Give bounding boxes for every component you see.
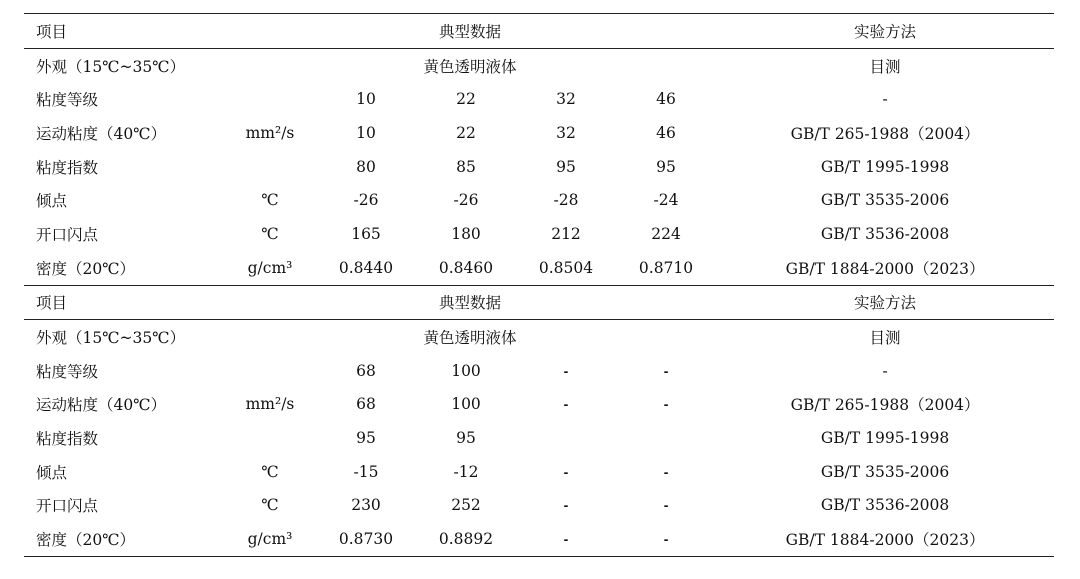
value-cell: - <box>663 362 669 379</box>
test-method: GB/T 1884-2000（2023） <box>785 259 985 278</box>
value-cell: -12 <box>453 462 479 481</box>
unit-cell: ℃ <box>261 496 279 515</box>
value-cell: - <box>563 362 569 379</box>
value-cell: 95 <box>556 157 576 176</box>
unit-cell: ℃ <box>261 224 279 243</box>
unit-cell: mm²/s <box>245 123 295 142</box>
value-cell: 180 <box>451 224 481 243</box>
table-row <box>24 82 1054 116</box>
item-label: 开口闪点 <box>36 225 99 244</box>
value-cell: 32 <box>556 90 576 109</box>
item-label: 外观（15℃~35℃） <box>36 329 186 348</box>
value-cell: 0.8460 <box>438 258 494 277</box>
unit-cell: g/cm³ <box>224 522 316 556</box>
header-row <box>24 14 1054 49</box>
value-cell: 95 <box>456 429 476 448</box>
value-cell: -26 <box>353 191 379 210</box>
table-row <box>24 455 1054 489</box>
table-row <box>24 48 1054 82</box>
value-cell: 80 <box>356 157 376 176</box>
header-item: 项目 <box>24 14 224 49</box>
item-label: 开口闪点 <box>36 497 99 516</box>
header-typical-data: 典型数据 <box>224 14 716 49</box>
table-row <box>24 388 1054 422</box>
value-cell: 10 <box>356 123 376 142</box>
value-cell: 0.8892 <box>416 522 516 556</box>
item-label: 运动粘度（40℃） <box>36 396 167 415</box>
header-row <box>24 285 1054 320</box>
value-cell: 0.8730 <box>316 522 416 556</box>
table-row <box>24 421 1054 455</box>
unit-cell <box>224 150 316 184</box>
test-method: GB/T 1995-1998 <box>820 157 950 176</box>
value-cell: 0.8710 <box>638 258 694 277</box>
unit-cell <box>224 354 316 388</box>
unit-cell: ℃ <box>261 191 279 210</box>
value-cell: -15 <box>353 462 379 481</box>
value-cell: 100 <box>451 395 481 414</box>
unit-cell: g/cm³ <box>247 258 293 277</box>
test-method: GB/T 3535-2006 <box>820 462 950 481</box>
test-method: GB/T 3535-2006 <box>820 191 950 210</box>
test-method: GB/T 1995-1998 <box>820 429 950 448</box>
test-method: - <box>882 361 888 380</box>
item-label: 粘度等级 <box>36 362 99 381</box>
value-cell <box>516 421 616 455</box>
value-cell: 68 <box>356 395 376 414</box>
item-label: 外观（15℃~35℃） <box>36 57 186 76</box>
item-label: 运动粘度（40℃） <box>36 124 167 143</box>
test-method: GB/T 3536-2008 <box>820 496 950 515</box>
value-cell: 100 <box>451 361 481 380</box>
table-row <box>24 522 1054 556</box>
value-cell: 22 <box>456 123 476 142</box>
value-cell: 165 <box>351 224 381 243</box>
value-cell: 95 <box>356 429 376 448</box>
value-cell: 0.8504 <box>538 258 594 277</box>
value-cell: - <box>516 522 616 556</box>
value-cell: 212 <box>551 224 581 243</box>
table-row <box>24 217 1054 251</box>
value-cell: -28 <box>553 191 579 210</box>
item-label: 密度（20℃） <box>24 522 224 556</box>
value-cell: 252 <box>451 496 481 515</box>
table-row <box>24 116 1054 150</box>
item-label: 粘度等级 <box>36 91 99 110</box>
table-row <box>24 320 1054 354</box>
value-cell: 32 <box>556 123 576 142</box>
value-cell: - <box>563 497 569 514</box>
table-row <box>24 183 1054 217</box>
table-row <box>24 150 1054 184</box>
item-label: 密度（20℃） <box>36 259 136 278</box>
value-cell: - <box>663 463 669 480</box>
header-test-method: 实验方法 <box>716 285 1054 320</box>
value-cell: -26 <box>453 191 479 210</box>
value-cell <box>616 421 716 455</box>
value-cell: - <box>563 463 569 480</box>
value-cell: 95 <box>656 157 676 176</box>
value-cell: 68 <box>356 361 376 380</box>
unit-cell <box>224 82 316 116</box>
unit-cell: mm²/s <box>245 395 295 414</box>
header-typical-data: 典型数据 <box>224 285 716 320</box>
value-cell: 10 <box>356 90 376 109</box>
header-item: 项目 <box>24 285 224 320</box>
value-cell: - <box>663 396 669 413</box>
appearance-value: 黄色透明液体 <box>423 57 517 76</box>
item-label: 倾点 <box>36 192 68 211</box>
value-cell: - <box>563 396 569 413</box>
test-method: - <box>882 90 888 109</box>
test-method: GB/T 3536-2008 <box>820 224 950 243</box>
test-method: 目测 <box>869 329 901 348</box>
header-test-method: 实验方法 <box>716 14 1054 49</box>
item-label: 粘度指数 <box>36 430 99 449</box>
value-cell: 46 <box>656 123 676 142</box>
value-cell: 46 <box>656 90 676 109</box>
test-method: GB/T 265-1988（2004） <box>790 124 980 143</box>
value-cell: 85 <box>456 157 476 176</box>
item-label: 倾点 <box>36 463 68 482</box>
test-method: GB/T 1884-2000（2023） <box>716 522 1054 556</box>
spec-sheet <box>24 13 1054 557</box>
test-method: GB/T 265-1988（2004） <box>790 396 980 415</box>
unit-cell <box>224 421 316 455</box>
value-cell: 230 <box>351 496 381 515</box>
appearance-value: 黄色透明液体 <box>423 329 517 348</box>
unit-cell: ℃ <box>261 462 279 481</box>
value-cell: 224 <box>651 224 681 243</box>
item-label: 粘度指数 <box>36 158 99 177</box>
value-cell: 0.8440 <box>338 258 394 277</box>
test-method: 目测 <box>869 57 901 76</box>
value-cell: 22 <box>456 90 476 109</box>
value-cell: - <box>616 522 716 556</box>
value-cell: -24 <box>653 191 679 210</box>
table-row <box>24 489 1054 523</box>
table-row <box>24 354 1054 388</box>
typical-data-table <box>24 13 1054 557</box>
table-row <box>24 251 1054 285</box>
value-cell: - <box>663 497 669 514</box>
